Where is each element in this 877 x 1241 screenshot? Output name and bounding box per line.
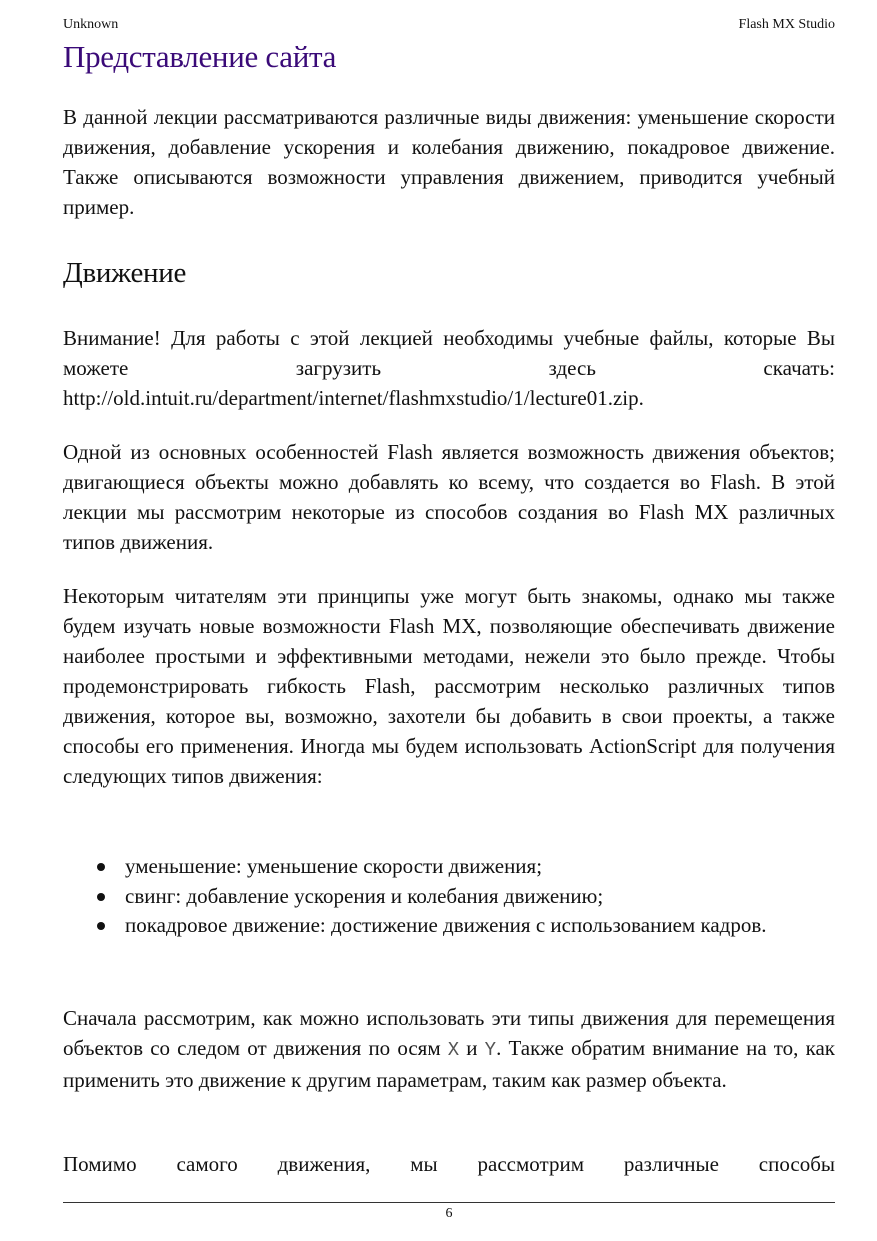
list-item-text: свинг: добавление ускорения и колебания движению; — [125, 883, 604, 908]
list-item — [63, 882, 835, 912]
header-left-text: Unknown — [63, 17, 119, 32]
attention-paragraph — [63, 323, 835, 413]
paragraph-axes — [63, 1003, 835, 1095]
axes-text-after: . Также обратим внимание на то, как применить это движение к другим параметрам, таким как размер объекта. — [63, 1036, 835, 1092]
paragraph-flash-motion: Одной из основных особенностей Flash является возможность движения объектов; двигающиеся объекты можно добавлять ко всему, что создается во Flash. В этой лекции мы рассмотрим некоторые из способов создания во Flash MX различных типов движения. — [63, 440, 835, 554]
list-item — [63, 852, 835, 882]
list-item — [63, 911, 835, 941]
intro-paragraph: В данной лекции рассматриваются различные виды движения: уменьшение скорости движения, добавление ускорения и колебания движению, покадровое движение. Также описываются возможности управления движением, приводится учебный пример. — [63, 105, 835, 219]
lecture-files-url: http://old.intuit.ru/department/internet/flashmxstudio/1/lecture01.zip. — [63, 386, 644, 410]
attention-text: Внимание! Для работы с этой лекцией необходимы учебные файлы, которые Вы можете загрузить здесь скачать: — [63, 326, 835, 380]
axis-x-code: X — [447, 1039, 460, 1061]
page-number: 6 — [445, 1206, 453, 1221]
paragraph-continuation: Помимо самого движения, мы рассмотрим различные способы — [63, 1152, 835, 1176]
axes-text-before: Сначала рассмотрим, как можно использовать эти типы движения для перемещения объектов со следом от движения по осям — [63, 1006, 835, 1060]
page-title: Представление сайта — [63, 39, 337, 74]
list-item-text: покадровое движение: достижение движения с использованием кадров. — [125, 913, 767, 937]
list-item-text: уменьшение: уменьшение скорости движения; — [125, 854, 543, 878]
document-page — [63, 0, 835, 1241]
axes-text-and: и — [459, 1036, 485, 1060]
footer-divider — [63, 1202, 835, 1203]
section-heading: Движение — [63, 257, 187, 289]
bullet-icon — [97, 893, 105, 901]
motion-types-list — [63, 852, 835, 941]
page-header — [63, 17, 835, 35]
paragraph-principles: Некоторым читателям эти принципы уже могут быть знакомы, однако мы также будем изучать новые возможности Flash MX, позволяющие обеспечивать движение наиболее простыми и эффективными методами, нежели это было прежде. Чтобы продемонстрировать гибкость Flash, рассмотрим несколько различных типов движения, которое вы, возможно, захотели бы добавить в свои проекты, а также способы его применения. Иногда мы будем использовать ActionScript для получения следующих типов движения: — [63, 584, 835, 788]
bullet-icon — [97, 922, 105, 930]
header-right-text: Flash MX Studio — [738, 17, 835, 32]
bullet-icon — [97, 863, 105, 871]
axis-y-code: Y — [484, 1039, 497, 1061]
